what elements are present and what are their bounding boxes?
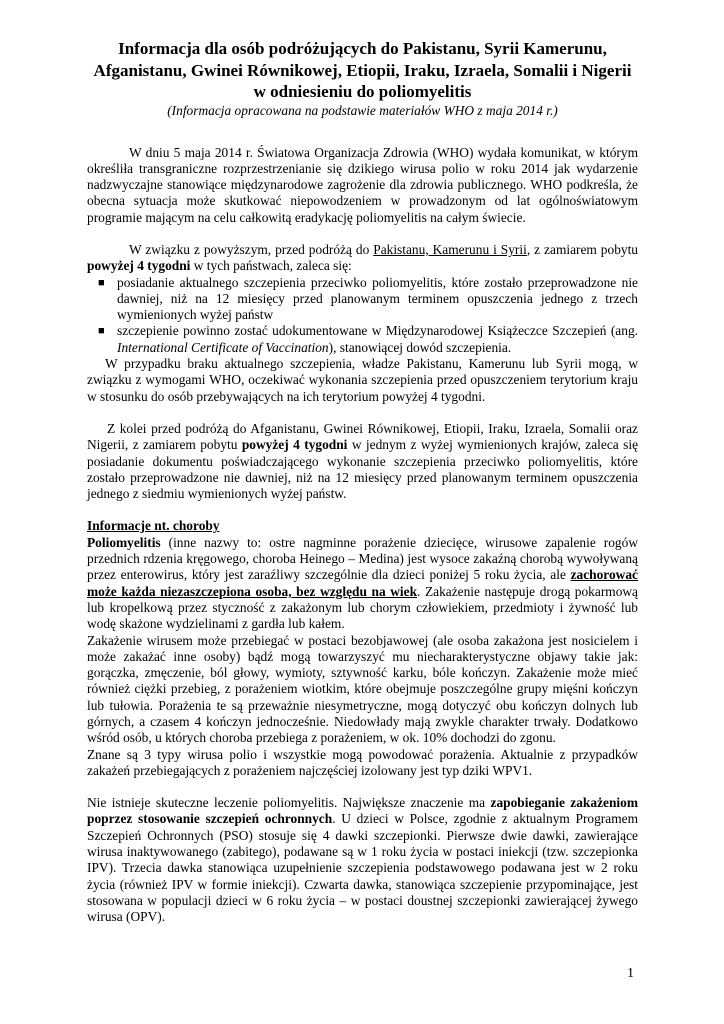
prevention-bold: zapobieganie zakażeniom poprzez stosowanie szczepień ochronnych xyxy=(87,795,638,827)
title-line-2: Afganistanu, Gwinei Równikowej, Etiopii, Iraku, Izraela, Somalii i Nigerii xyxy=(93,60,632,80)
page-number: 1 xyxy=(627,966,634,981)
square-bullet-icon: ■ xyxy=(98,276,105,289)
disease-paragraph-3: Znane są 3 typy wirusa polio i wszystkie mogą powodować porażenia. Aktualnie z przypadków zakażeń przebiegających z porażeniem najczęściej izolowany jest typ dziki WPV1. xyxy=(87,746,638,778)
intro-paragraph: W dniu 5 maja 2014 r. Światowa Organizacja Zdrowia (WHO) wydała komunikat, w którym określiła transgraniczne rozprzestrzenianie się dzikiego wirusa polio w roku 2014 jak wydarzenie nadzwyczajne stanowiące międzynarodowe zagrożenie dla zdrowia publicznego. WHO podkreśla, że obecna sytuacja może skutkować niepowodzeniem w prowadzonym od lat ogólnoświatowym programie mającym na celu całkowitą eradykację poliomyelitis na całym świecie. xyxy=(87,144,638,225)
prevention-paragraph xyxy=(87,795,638,925)
bullet-2-before: szczepienie powinno zostać udokumentowane w Międzynarodowej Książeczce Szczepień (ang. xyxy=(117,323,638,339)
group1-closing: W przypadku braku aktualnego szczepienia, władze Pakistanu, Kamerunu lub Syrii mogą, w związku z wymogami WHO, oczekiwać wykonania szczepienia przed opuszczeniem terytorium kraju w stosunku do osób przebywających na ich terytorium powyżej 4 tygodni. xyxy=(87,356,638,404)
document-title xyxy=(87,38,638,103)
disease-name: Poliomyelitis xyxy=(87,534,161,550)
prevention-after: . U dzieci w Polsce, zgodnie z aktualnym Programem Szczepień Ochronnych (PSO) stosuje się 4 dawki szczepionki. Pierwsze dwie dawki, zawierające wirusa inaktywowanego (zabitego), podawane są w 1 roku życia w postaci iniekcji (tzw. szczepionka IPV). Trzecia dawka stanowiąca uzupełnienie szczepienia podstawowego podawana jest w 2 roku życia (również IPV w formie iniekcji). Czwarta dawka, stanowiąca szczepienie przypominające, jest stosowana w populacji dzieci w 6 roku życia – w postaci doustnej szczepionki zawierającej żywego wirusa (OPV). xyxy=(87,811,638,925)
prevention-before: Nie istnieje skuteczne leczenie poliomyelitis. Największe znaczenie ma xyxy=(87,795,491,811)
document-page xyxy=(87,38,638,926)
list-item xyxy=(87,323,638,356)
disease-p1-text1: (inne nazwy to: ostre nagminne porażenie dziecięce, wirusowe zapalenie rogów przednich rdzenia kręgowego, choroba Heinego – Medina) jest wysoce zakaźną chorobą wywoływaną przez enterowirus, który jest zaraźliwy szczególnie dla dzieci poniżej 5 roku życia, ale xyxy=(87,534,638,583)
group2-after: w jednym z wyżej wymienionych krajów, zaleca się posiadanie dokumentu poświadczającego wykonanie szczepienia przeciwko poliomyelitis, które zostało przeprowadzone nie dawniej, niż na 12 miesięcy przed planowanym terminem opuszczenia jednego z siedmiu wymienionych wyżej państw. xyxy=(87,437,639,502)
group1-countries: Pakistanu, Kamerunu i Syrii xyxy=(373,241,527,257)
disease-emphasis: zachorować może każda niezaszczepiona osoba, bez względu na wiek xyxy=(87,567,638,599)
group1-duration: powyżej 4 tygodni xyxy=(87,258,191,274)
requirements-list xyxy=(87,275,638,356)
bullet-1-text: posiadanie aktualnego szczepienia przeciwko poliomyelitis, które zostało przeprowadzone nie dawniej, niż na 12 miesięcy przed planowanym terminem opuszczenia jednego z trzech wymienionych wyżej państw xyxy=(117,274,638,323)
group2-paragraph xyxy=(87,421,638,502)
document-subtitle: (Informacja opracowana na podstawie materiałów WHO z maja 2014 r.) xyxy=(167,102,558,118)
square-bullet-icon: ■ xyxy=(98,325,105,338)
bullet-2-italic: International Certificate of Vaccination xyxy=(117,339,329,355)
list-item xyxy=(87,275,638,324)
disease-paragraph-1 xyxy=(87,535,638,633)
group1-lead-after: w tych państwach, zaleca się: xyxy=(190,258,352,274)
group2-before: Z kolei przed podróżą do Afganistanu, Gwinei Równikowej, Etiopii, Iraku, Izraela, Somalii oraz Nigerii, z zamiarem pobytu xyxy=(87,420,638,453)
group1-lead-middle: , z zamiarem pobytu xyxy=(526,241,638,257)
group1-lead xyxy=(87,242,638,275)
title-line-1: Informacja dla osób podróżujących do Pakistanu, Syrii Kamerunu, xyxy=(118,39,607,58)
bullet-2-after: ), stanowiącej dowód szczepienia. xyxy=(328,339,512,355)
disease-heading: Informacje nt. choroby xyxy=(87,518,220,534)
disease-paragraph-2: Zakażenie wirusem może przebiegać w postaci bezobjawowej (ale osoba zakażona jest nosicielem i może zakażać inne osoby) bądź mogą towarzyszyć mu niecharakterystyczne objawy takie jak: gorączka, zmęczenie, ból głowy, wymioty, sztywność karku, bóle kończyn. Zakażenie może mieć również ciężki przebieg, z porażeniem wiotkim, które obejmuje poszczególne grupy mięśni kończyn lub tułowia. Porażenia te są przeważnie niesymetryczne, mogą dotyczyć obu kończyn dolnych lub górnych, a czasem 4 kończyn jednocześnie. Niedowłady mają zwykle charakter trwały. Dodatkowo wśród osób, u których choroba przebiega z porażeniem, w ok. 10% dochodzi do zgonu. xyxy=(87,632,638,746)
group2-duration: powyżej 4 tygodni xyxy=(241,437,348,453)
disease-p1-text2: . Zakażenie następuje drogą pokarmową lub kropelkową przez styczność z zakażonym lub chorym człowiekiem, przedmioty i żywność lub wodę skażone wydzielinami z gardła lub kałem. xyxy=(87,583,639,632)
title-line-3: w odniesieniu do poliomyelitis xyxy=(253,82,472,101)
group1-lead-before: W związku z powyższym, przed podróżą do xyxy=(129,241,374,257)
